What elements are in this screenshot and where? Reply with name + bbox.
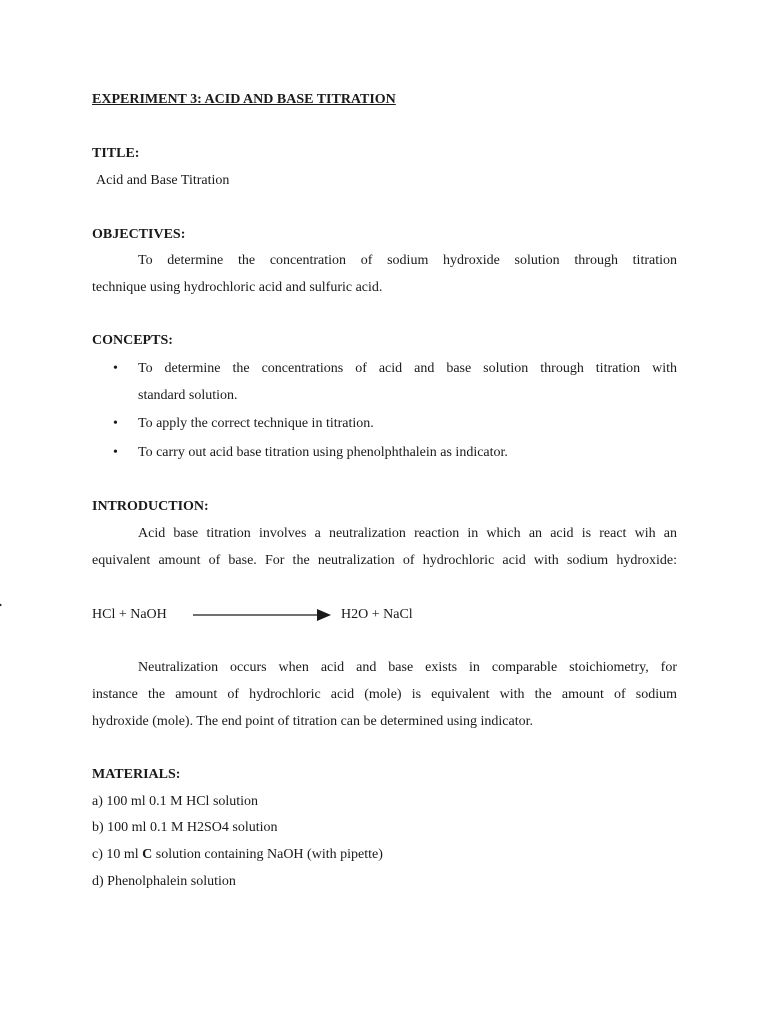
concepts-label: CONCEPTS:	[92, 333, 173, 348]
bullet-icon: •	[113, 416, 118, 431]
material-item-d: d) Phenolphalein solution	[92, 874, 236, 889]
right-arrow-icon	[193, 605, 333, 625]
bullet-icon: •	[113, 361, 118, 376]
intro-p1-line-2: equivalent amount of base. For the neutralization of hydrochloric acid with sodium hydroxide:	[92, 553, 677, 568]
concept-item-1-line-1: To determine the concentrations of acid and base solution through titration with	[138, 361, 677, 376]
introduction-label: INTRODUCTION:	[92, 499, 209, 514]
title-label: TITLE:	[92, 146, 140, 161]
material-item-b: b) 100 ml 0.1 M H2SO4 solution	[92, 820, 278, 835]
equation-reactants: HCl + NaOH	[92, 607, 167, 622]
concept-item-1-line-2: standard solution.	[138, 388, 238, 403]
experiment-heading: EXPERIMENT 3: ACID AND BASE TITRATION	[92, 92, 396, 107]
margin-arrow-icon	[0, 599, 6, 611]
bullet-icon: •	[113, 445, 118, 460]
intro-p2-line-3: hydroxide (mole). The end point of titration can be determined using indicator.	[92, 714, 534, 729]
concept-item-2: To apply the correct technique in titration.	[138, 416, 374, 431]
intro-p2-line-2: instance the amount of hydrochloric acid (mole) is equivalent with the amount of sodium	[92, 687, 677, 702]
material-item-a: a) 100 ml 0.1 M HCl solution	[92, 794, 259, 809]
materials-label: MATERIALS:	[92, 767, 181, 782]
equation-products: H2O + NaCl	[341, 607, 413, 622]
objectives-label: OBJECTIVES:	[92, 227, 186, 242]
concept-item-3: To carry out acid base titration using phenolphthalein as indicator.	[138, 445, 508, 460]
material-item-c	[92, 847, 383, 863]
objectives-line-1: To determine the concentration of sodium hydroxide solution through titration	[138, 253, 677, 268]
material-item-c-after: solution containing NaOH (with pipette)	[152, 847, 383, 862]
material-item-c-bold: C	[142, 847, 153, 862]
intro-p2-line-1: Neutralization occurs when acid and base exists in comparable stoichiometry, for	[138, 660, 677, 675]
intro-p1-line-1: Acid base titration involves a neutralization reaction in which an acid is react wih an	[138, 526, 677, 541]
material-item-c-before: c) 10 ml	[92, 847, 143, 862]
objectives-line-2: technique using hydrochloric acid and sulfuric acid.	[92, 280, 383, 295]
title-value: Acid and Base Titration	[96, 173, 230, 188]
